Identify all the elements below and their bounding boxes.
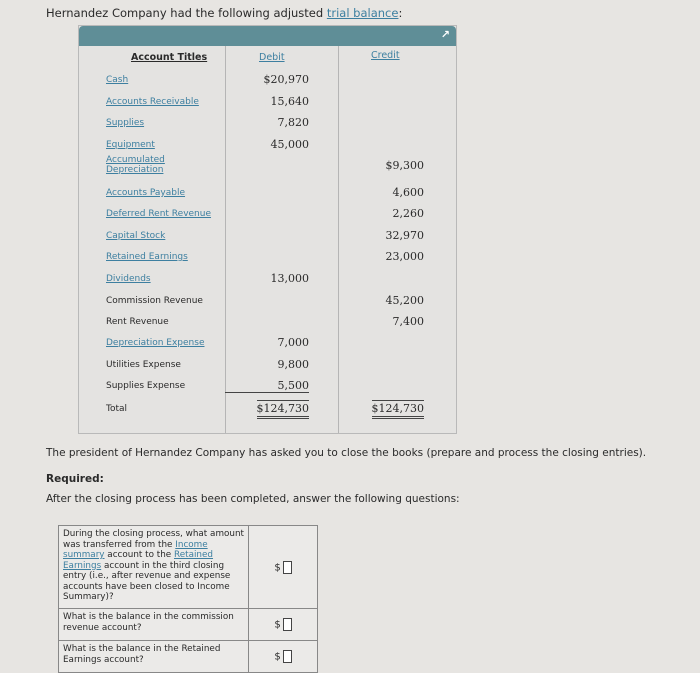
glossary-link[interactable]: Income summary [63, 539, 208, 560]
answer-input[interactable] [283, 618, 292, 631]
table-row [79, 157, 456, 178]
table-row [79, 334, 456, 355]
account-title[interactable]: Supplies [106, 118, 145, 128]
account-title[interactable]: Equipment [106, 140, 155, 150]
currency-symbol: $ [274, 562, 281, 573]
question-text [59, 609, 249, 641]
answer-cell [249, 526, 318, 609]
account-title[interactable]: Depreciation Expense [106, 338, 205, 348]
account-title[interactable]: Retained Earnings [106, 252, 188, 262]
table-row [79, 292, 456, 313]
credit-value: 4,600 [392, 186, 424, 199]
table-row [79, 71, 456, 92]
credit-value: 32,970 [385, 229, 424, 242]
credit-value: 2,260 [392, 207, 424, 220]
answer-cell [249, 641, 318, 673]
credit-value: 23,000 [385, 250, 424, 263]
header-debit[interactable]: Debit [259, 52, 285, 63]
currency-symbol: $ [274, 619, 281, 631]
question-segment: What is the balance in the commission revenue account? [63, 612, 234, 633]
debit-value: 7,000 [277, 336, 309, 349]
table-row [79, 205, 456, 226]
total-credit: $124,730 [338, 402, 424, 415]
debit-value: 5,500 [225, 379, 309, 393]
credit-value: $9,300 [385, 159, 424, 172]
question-row [59, 641, 318, 673]
glossary-link[interactable]: Retained Earnings [63, 550, 214, 571]
intro-text: The president of Hernandez Company has asked you to close the books (prepare and process the closing entries). [46, 447, 647, 459]
question-segment: What is the balance in the Retained Earnings account? [63, 644, 221, 665]
answer-input[interactable] [283, 561, 292, 574]
header-credit[interactable]: Credit [371, 50, 400, 61]
table-header-bar [79, 26, 456, 46]
question-text [59, 641, 249, 673]
total-label: Total [106, 404, 128, 414]
required-label: Required: [46, 473, 104, 485]
account-title[interactable]: Cash [106, 75, 129, 85]
total-row [79, 400, 456, 421]
instruction-text: After the closing process has been completed, answer the following questions: [46, 493, 460, 505]
account-title[interactable]: Accumulated Depreciation [106, 155, 165, 175]
debit-value: 45,000 [270, 138, 309, 151]
title-text: Hernandez Company had the following adjusted [46, 6, 327, 20]
question-segment: account in the third closing entry (i.e., after revenue and expense accounts have been closed to Income Summary)? [63, 560, 231, 602]
debit-value: 15,640 [270, 95, 309, 108]
account-title: Supplies Expense [106, 381, 186, 391]
account-title: Utilities Expense [106, 360, 181, 370]
table-row [79, 227, 456, 248]
table-row [79, 93, 456, 114]
table-row [79, 136, 456, 157]
questions-table [58, 525, 318, 673]
table-row [79, 377, 456, 398]
account-title[interactable]: Deferred Rent Revenue [106, 209, 212, 219]
question-row [59, 526, 318, 609]
answer-input[interactable] [283, 650, 292, 663]
account-title: Rent Revenue [106, 317, 169, 327]
debit-value: $20,970 [263, 73, 309, 86]
account-title: Commission Revenue [106, 296, 203, 306]
total-debit: $124,730 [225, 402, 309, 415]
credit-value: 45,200 [385, 294, 424, 307]
title-suffix: : [398, 6, 403, 20]
debit-value: 13,000 [270, 272, 309, 285]
trial-balance-link[interactable]: trial balance [326, 6, 399, 20]
table-row [79, 356, 456, 377]
expand-icon[interactable]: ↗ [440, 28, 450, 41]
debit-value: 7,820 [277, 116, 309, 129]
trial-balance-table [78, 25, 457, 434]
header-account-titles: Account Titles [131, 52, 208, 63]
account-title[interactable]: Dividends [106, 274, 151, 284]
credit-value: 7,400 [392, 315, 424, 328]
account-title[interactable]: Capital Stock [106, 231, 166, 241]
account-title[interactable]: Accounts Payable [106, 188, 186, 198]
account-title[interactable]: Accounts Receivable [106, 97, 199, 107]
answer-cell [249, 609, 318, 641]
table-row [79, 184, 456, 205]
table-row [79, 270, 456, 291]
currency-symbol: $ [274, 651, 281, 663]
page-title [46, 6, 402, 20]
question-row [59, 609, 318, 641]
question-segment: During the closing process, what amount was transferred from the [63, 529, 244, 550]
table-row [79, 248, 456, 269]
table-row [79, 313, 456, 334]
question-text [59, 526, 249, 609]
question-segment: account to the [104, 550, 175, 560]
debit-value: 9,800 [277, 358, 309, 371]
table-row [79, 114, 456, 135]
